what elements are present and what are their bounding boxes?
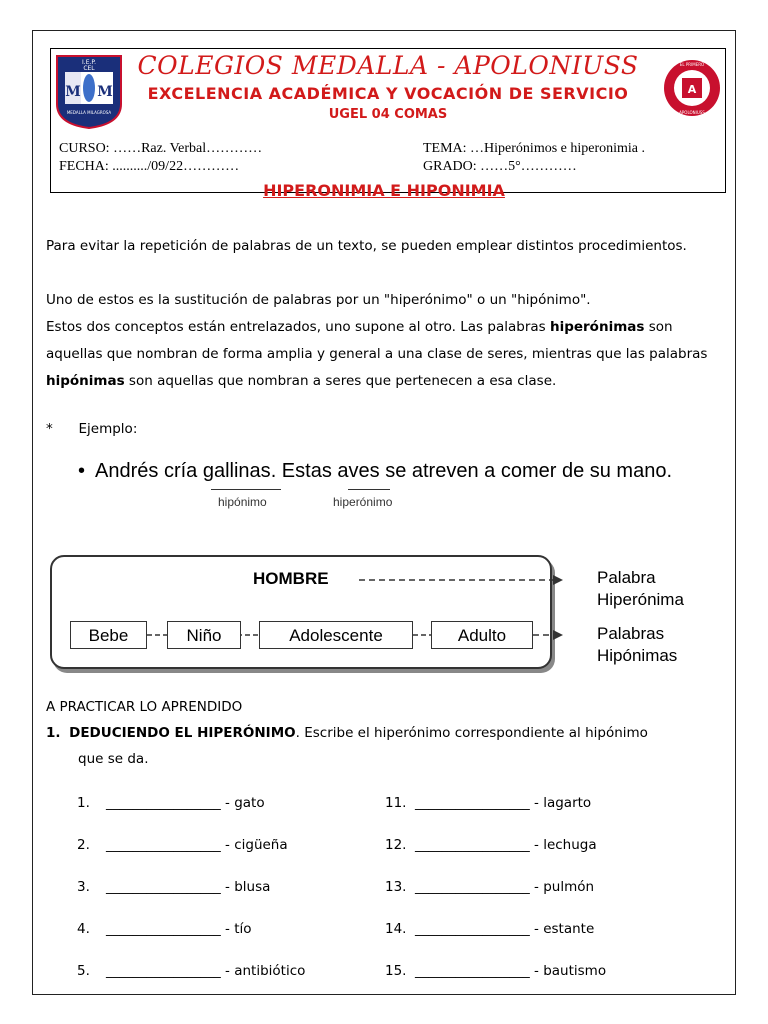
svg-text:A: A	[687, 83, 697, 96]
word-gallinas: gallinas	[202, 460, 271, 482]
exercise-number: 4.	[77, 921, 90, 937]
exercise-answer-line[interactable]: _________________ - lechuga	[415, 837, 597, 853]
worksheet-page	[32, 30, 736, 995]
word-aves: aves	[337, 460, 380, 482]
exercise-number: 1.	[77, 795, 90, 811]
term-hiponimas: hipónimas	[46, 373, 125, 389]
svg-text:APOLONIUSS: APOLONIUSS	[679, 110, 705, 115]
diagram-word-adulto: Adulto	[431, 621, 533, 649]
exercise-number: 14.	[385, 921, 407, 937]
exercise-answer-line[interactable]: _________________ - pulmón	[415, 879, 595, 895]
label-palabra-hiperonima: Palabra Hiperónima	[597, 568, 684, 609]
exercise-number: 15.	[385, 963, 407, 979]
exercise-number: 5.	[77, 963, 90, 979]
svg-text:CEL: CEL	[83, 65, 95, 72]
bullet: •	[78, 460, 86, 482]
worksheet-title: HIPERONIMIA E HIPONIMIA	[263, 181, 505, 200]
intro-paragraph-2: Uno de estos es la sustitución de palabras por un "hiperónimo" o un "hipónimo".	[46, 292, 591, 308]
svg-text:I.E.P.: I.E.P.	[82, 59, 96, 66]
tema-field: TEMA: …Hiperónimos e hiperonimia .	[423, 141, 646, 156]
school-name: COLEGIOS MEDALLA - APOLONIUSS	[137, 51, 639, 80]
exercise-answer-line[interactable]: _________________ - cigüeña	[106, 837, 288, 853]
question-1-title: DEDUCIENDO EL HIPERÓNIMO	[69, 725, 296, 741]
exercise-number: 12.	[385, 837, 407, 853]
label-hiponimo: hipónimo	[218, 495, 267, 509]
diagram-word-nino: Niño	[167, 621, 241, 649]
example-sentence: • Andrés cría gallinas. Estas aves se atreven a comer de su mano.	[78, 460, 673, 482]
curso-field: CURSO: ……Raz. Verbal…………	[59, 141, 263, 156]
exercise-number: 3.	[77, 879, 90, 895]
question-1: 1. DEDUCIENDO EL HIPERÓNIMO. Escribe el hiperónimo correspondiente al hipónimo	[46, 725, 648, 741]
term-hiperonimas: hiperónimas	[549, 319, 645, 335]
diagram-word-adolescente: Adolescente	[259, 621, 413, 649]
exercise-answer-line[interactable]: _________________ - blusa	[106, 879, 271, 895]
intro-paragraph-3: Estos dos conceptos están entrelazados, uno supone al otro. Las palabras hiperónimas son aquellas que nombran de forma amplia y general a una clase de seres, mientras que las palabras hipónimas son aquellas que nombran a seres que pertenecen a esa clase.	[46, 319, 708, 389]
label-hiperonimo: hiperónimo	[333, 495, 393, 509]
svg-text:M: M	[97, 84, 113, 100]
svg-text:EL PRIMERO: EL PRIMERO	[679, 62, 705, 67]
exercise-number: 11.	[385, 795, 407, 811]
diagram-head-word: HOMBRE	[253, 569, 329, 588]
grado-field: GRADO: ……5°…………	[423, 159, 577, 174]
exercise-answer-line[interactable]: _________________ - gato	[106, 795, 265, 811]
exercise-number: 2.	[77, 837, 90, 853]
exercise-answer-line[interactable]: _________________ - antibiótico	[106, 963, 306, 979]
exercise-answer-line[interactable]: _________________ - bautismo	[415, 963, 607, 979]
fecha-field: FECHA: ........../09/22…………	[59, 159, 240, 174]
exercise-answer-line[interactable]: _________________ - estante	[415, 921, 595, 937]
exercise-number: 13.	[385, 879, 407, 895]
exercise-answer-line[interactable]: _________________ - lagarto	[415, 795, 592, 811]
school-motto: EXCELENCIA ACADÉMICA Y VOCACIÓN DE SERVICIO	[147, 84, 629, 103]
svg-text:MEDALLA MILAGROSA: MEDALLA MILAGROSA	[66, 110, 112, 115]
diagram-word-bebe: Bebe	[70, 621, 147, 649]
svg-text:M: M	[65, 84, 81, 100]
intro-paragraph-1: Para evitar la repetición de palabras de un texto, se pueden emplear distintos procedimientos.	[46, 238, 687, 254]
label-palabras-hiponimas: Palabras Hipónimas	[597, 624, 678, 665]
example-label: * Ejemplo:	[46, 421, 138, 437]
practice-heading: A PRACTICAR LO APRENDIDO	[46, 699, 243, 715]
ugel-label: UGEL 04 COMAS	[328, 107, 448, 122]
exercise-answer-line[interactable]: _________________ - tío	[106, 921, 252, 937]
question-1-continuation: que se da.	[78, 751, 149, 767]
